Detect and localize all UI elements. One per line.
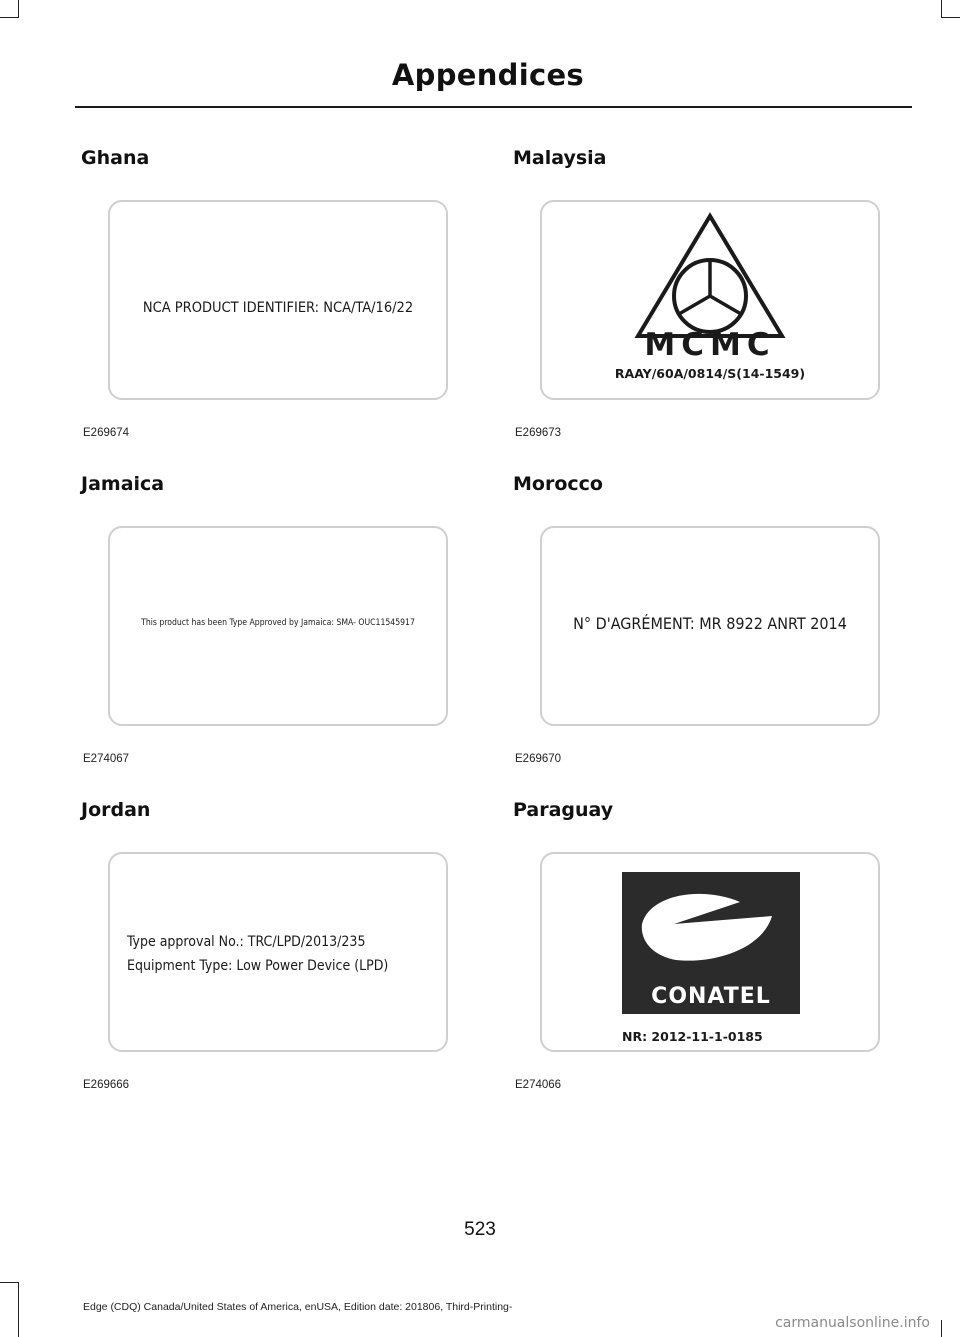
approval-label bbox=[540, 852, 880, 1052]
approval-label bbox=[540, 200, 880, 400]
figure-reference: E269674 bbox=[83, 427, 130, 439]
country-heading: Morocco bbox=[513, 473, 603, 495]
conatel-logo-icon bbox=[622, 872, 800, 982]
page-number: 523 bbox=[464, 1219, 496, 1240]
label-text: NCA PRODUCT IDENTIFIER: NCA/TA/16/22 bbox=[142, 300, 414, 316]
approval-label bbox=[108, 852, 448, 1052]
figure-reference: E269670 bbox=[515, 753, 562, 765]
watermark: carmanualsonline.info bbox=[775, 1315, 930, 1331]
crop-mark bbox=[941, 17, 960, 18]
logo-wordmark-bar bbox=[622, 982, 800, 1014]
figure-reference: E274066 bbox=[515, 1079, 562, 1091]
crop-mark bbox=[0, 17, 19, 18]
logo-wordmark: MCMC bbox=[644, 327, 776, 363]
label-text: This product has been Type Approved by Jamaica: SMA- OUC11545917 bbox=[141, 618, 415, 628]
page-title: Appendices bbox=[391, 58, 584, 92]
country-heading: Ghana bbox=[81, 147, 150, 169]
crop-mark bbox=[18, 0, 19, 18]
header-divider bbox=[75, 106, 912, 108]
figure-reference: E269666 bbox=[83, 1079, 130, 1091]
label-text: NR: 2012-11-1-0185 bbox=[622, 1029, 763, 1044]
label-text: Type approval No.: TRC/LPD/2013/235 bbox=[127, 934, 366, 950]
figure-reference: E274067 bbox=[83, 753, 130, 765]
figure-reference: E269673 bbox=[515, 427, 562, 439]
crop-mark bbox=[18, 1282, 19, 1337]
crop-mark bbox=[941, 0, 942, 18]
country-heading: Paraguay bbox=[513, 799, 614, 821]
label-text: Equipment Type: Low Power Device (LPD) bbox=[127, 958, 389, 974]
approval-label bbox=[108, 200, 448, 400]
country-heading: Malaysia bbox=[513, 147, 607, 169]
approval-label bbox=[108, 526, 448, 726]
country-heading: Jamaica bbox=[81, 473, 165, 495]
crop-mark bbox=[0, 1282, 19, 1283]
label-text: N° D'AGRÉMENT: MR 8922 ANRT 2014 bbox=[573, 614, 847, 633]
crop-mark bbox=[941, 1320, 942, 1337]
country-heading: Jordan bbox=[81, 799, 151, 821]
approval-label bbox=[540, 526, 880, 726]
logo-wordmark: CONATEL bbox=[651, 984, 771, 1009]
label-text: RAAY/60A/0814/S(14-1549) bbox=[614, 366, 806, 381]
edition-info: Edge (CDQ) Canada/United States of America, enUSA, Edition date: 201806, Third-Printing- bbox=[83, 1301, 513, 1313]
